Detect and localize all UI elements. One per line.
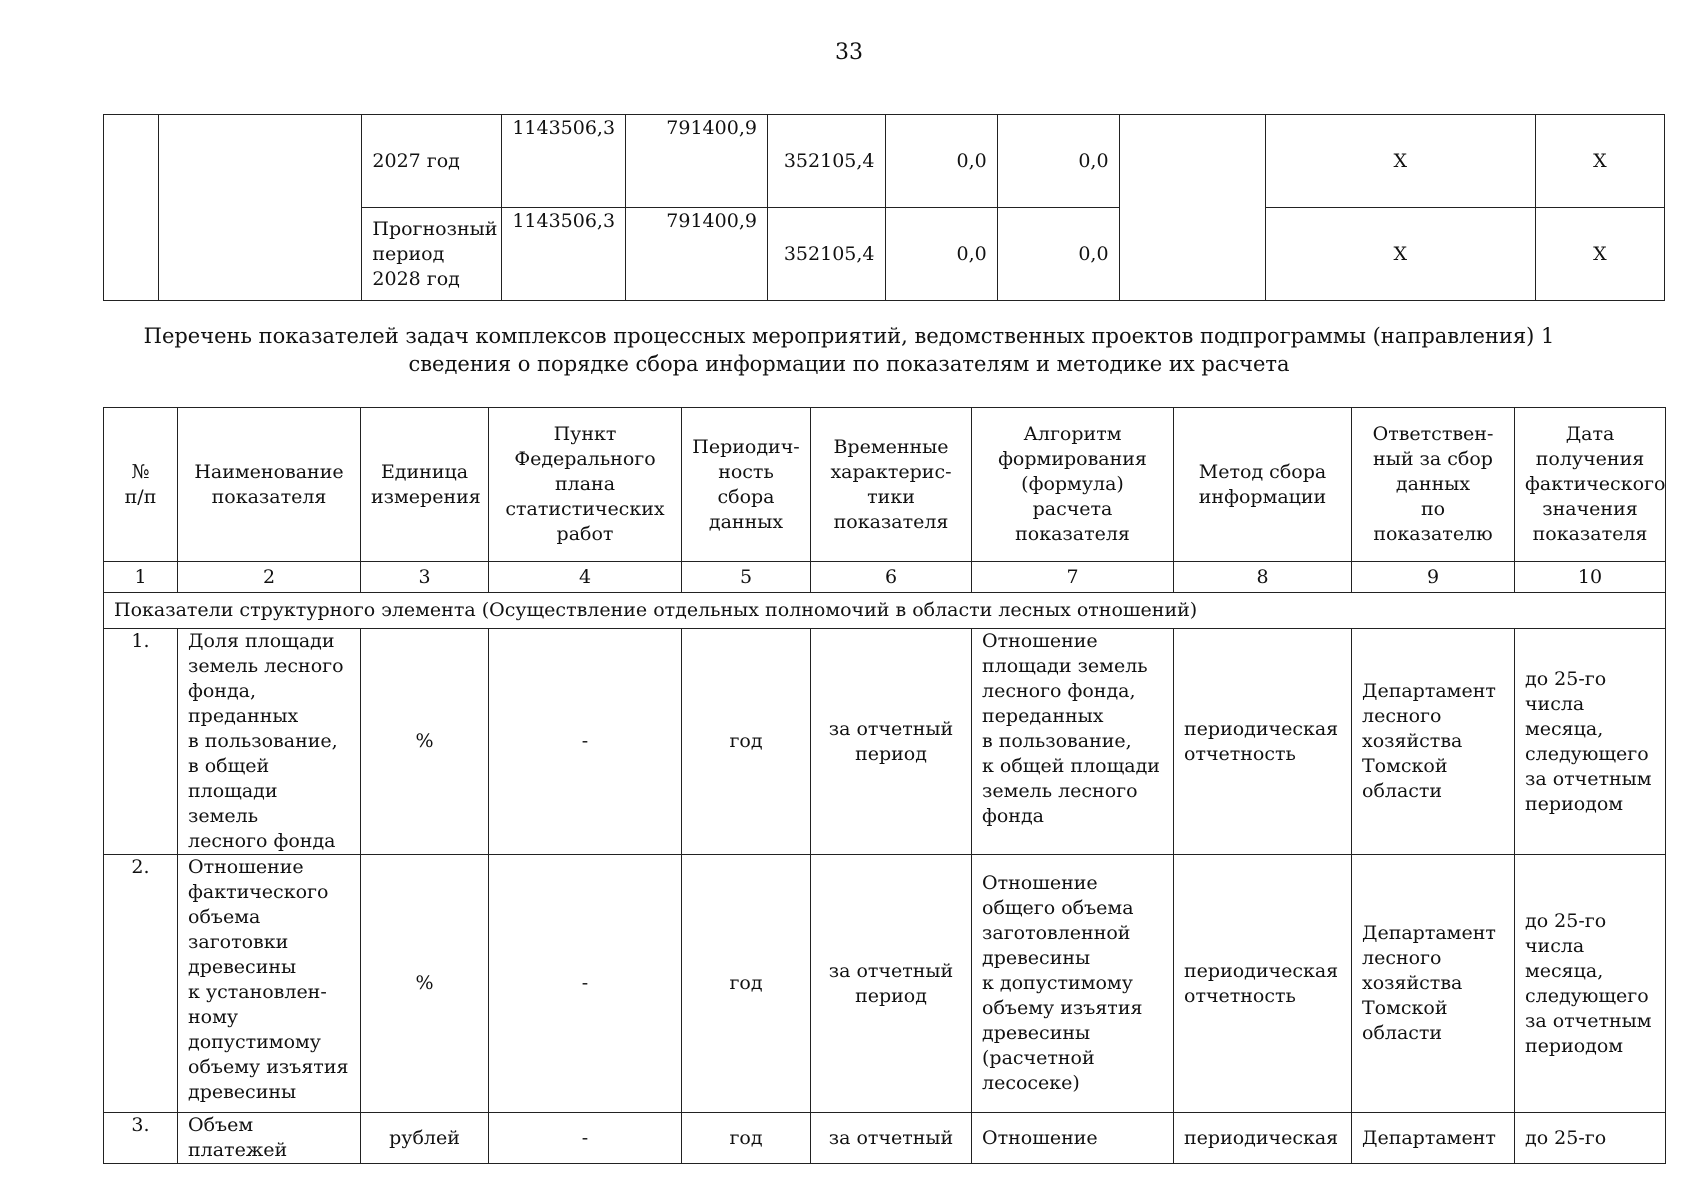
algorithm: Отношение общего объема заготовленной древесины к допустимому объему изъятия древесины (расчетной лесосеке) [972, 855, 1174, 1113]
time-characteristics: за отчетный [811, 1113, 972, 1164]
collection-method: периодическая [1174, 1113, 1352, 1164]
receipt-date: до 25-го числа месяца, следующего за отчетным периодом [1515, 629, 1666, 855]
receipt-date: до 25-го [1515, 1113, 1666, 1164]
plan-item: - [489, 1113, 682, 1164]
periodicity: год [682, 855, 811, 1113]
responsible: Департамент лесного хозяйства Томской области [1352, 629, 1515, 855]
column-number: 2 [178, 562, 361, 593]
page-number: 33 [835, 40, 863, 65]
row-number: 2. [104, 855, 178, 1113]
column-number: 5 [682, 562, 811, 593]
table-row [104, 855, 1666, 1113]
receipt-date: до 25-го числа месяца, следующего за отчетным периодом [1515, 855, 1666, 1113]
caption-line-1: Перечень показателей задач комплексов процессных мероприятий, ведомственных проектов подпрограммы (направления) 1 [143, 324, 1555, 348]
plan-item: - [489, 629, 682, 855]
indicator-name: Доля площади земель лесного фонда, преданных в пользование, в общей площади земель лесного фонда [178, 629, 361, 855]
federal-value: 791400,9 [626, 208, 768, 301]
other-value: 0,0 [997, 208, 1119, 301]
period-label: Прогнозный период 2028 год [362, 208, 502, 301]
column-number: 9 [1352, 562, 1515, 593]
column-number: 10 [1515, 562, 1666, 593]
x-mark: X [1265, 208, 1535, 301]
table-row [104, 629, 1666, 855]
empty-cell [104, 115, 159, 301]
funding-table [103, 114, 1665, 301]
row-number: 1. [104, 629, 178, 855]
column-number: 8 [1174, 562, 1352, 593]
algorithm: Отношение площади земель лесного фонда, переданных в пользование, к общей площади земель лесного фонда [972, 629, 1174, 855]
header-cell: Пункт Федерального плана статистических работ [489, 408, 682, 562]
empty-cell [159, 115, 362, 301]
column-number: 3 [361, 562, 489, 593]
header-cell: Алгоритм формирования (формула) расчета показателя [972, 408, 1174, 562]
empty-cell [1119, 115, 1265, 301]
unit: % [361, 855, 489, 1113]
funding-row-2027 [104, 115, 1665, 208]
indicators-table [103, 407, 1666, 1164]
header-cell: Единица измерения [361, 408, 489, 562]
column-number: 6 [811, 562, 972, 593]
periodicity: год [682, 1113, 811, 1164]
unit: % [361, 629, 489, 855]
header-cell: Периодич- ность сбора данных [682, 408, 811, 562]
regional-value: 352105,4 [767, 208, 885, 301]
period-label: 2027 год [362, 115, 502, 208]
header-cell: Метод сбора информации [1174, 408, 1352, 562]
caption-line-2: сведения о порядке сбора информации по показателям и методике их расчета [408, 352, 1290, 376]
indicator-name: Объем платежей [178, 1113, 361, 1164]
section-title: Показатели структурного элемента (Осуществление отдельных полномочий в области лесных отношений) [104, 593, 1666, 629]
local-value: 0,0 [885, 208, 997, 301]
regional-value: 352105,4 [767, 115, 885, 208]
section-row [104, 593, 1666, 629]
header-cell: Дата получения фактического значения показателя [1515, 408, 1666, 562]
plan-item: - [489, 855, 682, 1113]
table-caption [0, 322, 1698, 378]
x-mark: X [1535, 208, 1664, 301]
federal-value: 791400,9 [626, 115, 768, 208]
row-number: 3. [104, 1113, 178, 1164]
indicator-name: Отношение фактического объема заготовки древесины к установлен- ному допустимому объему изъятия древесины [178, 855, 361, 1113]
header-cell: Временные характерис- тики показателя [811, 408, 972, 562]
column-number: 7 [972, 562, 1174, 593]
other-value: 0,0 [997, 115, 1119, 208]
header-row [104, 408, 1666, 562]
x-mark: X [1535, 115, 1664, 208]
column-number: 1 [104, 562, 178, 593]
algorithm: Отношение [972, 1113, 1174, 1164]
unit: рублей [361, 1113, 489, 1164]
collection-method: периодическая отчетность [1174, 629, 1352, 855]
responsible: Департамент [1352, 1113, 1515, 1164]
total-value: 1143506,3 [502, 115, 626, 208]
column-number: 4 [489, 562, 682, 593]
responsible: Департамент лесного хозяйства Томской области [1352, 855, 1515, 1113]
total-value: 1143506,3 [502, 208, 626, 301]
header-cell: Наименование показателя [178, 408, 361, 562]
column-number-row [104, 562, 1666, 593]
collection-method: периодическая отчетность [1174, 855, 1352, 1113]
header-cell: № п/п [104, 408, 178, 562]
time-characteristics: за отчетный период [811, 629, 972, 855]
header-cell: Ответствен- ный за сбор данных по показателю [1352, 408, 1515, 562]
x-mark: X [1265, 115, 1535, 208]
time-characteristics: за отчетный период [811, 855, 972, 1113]
local-value: 0,0 [885, 115, 997, 208]
table-row [104, 1113, 1666, 1164]
periodicity: год [682, 629, 811, 855]
